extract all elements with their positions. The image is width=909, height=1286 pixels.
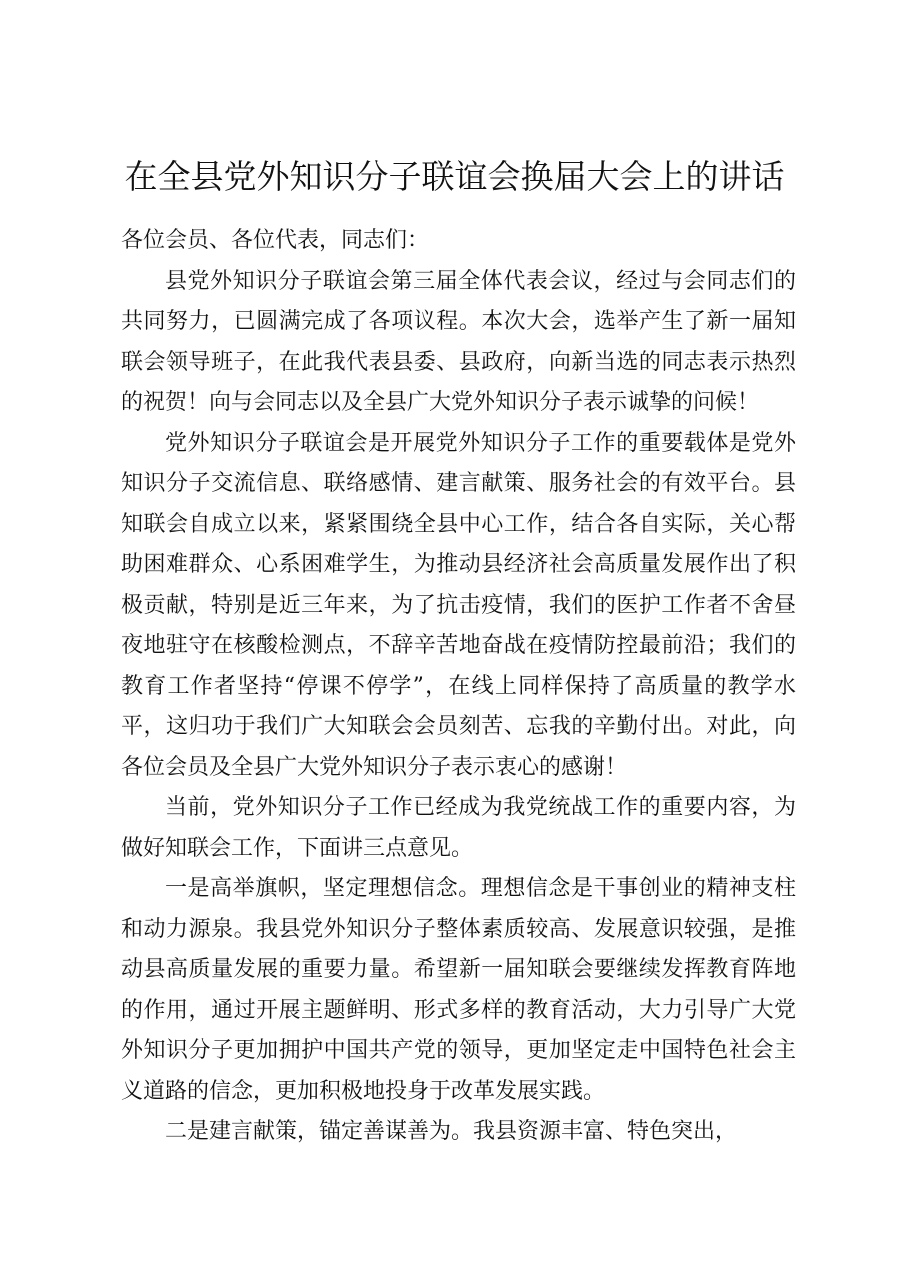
paragraph-4: 一是高举旗帜，坚定理想信念。理想信念是干事创业的精神支柱和动力源泉。我县党外知识分子整体素质较高、发展意识较强，是推动县高质量发展的重要力量。希望新一届知联会要继续发挥教育阵地的作用，通过开展主题鲜明、形式多样的教育活动，大力引导广大党外知识分子更加拥护中国共产党的领导，更加坚定走中国特色社会主义道路的信念，更加积极地投身于改革发展实践。 <box>121 876 796 1104</box>
salutation: 各位会员、各位代表，同志们： <box>121 228 430 253</box>
document-title: 在全县党外知识分子联谊会换届大会上的讲话 <box>124 157 785 196</box>
paragraph-1: 县党外知识分子联谊会第三届全体代表会议，经过与会同志们的共同努力，已圆满完成了各项议程。本次大会，选举产生了新一届知联会领导班子，在此我代表县委、县政府，向新当选的同志表示热烈的祝贺！向与会同志以及全县广大党外知识分子表示诚挚的问候！ <box>121 268 796 415</box>
document-body <box>121 221 796 1153</box>
paragraph-5: 二是建言献策，锚定善谋善为。我县资源丰富、特色突出， <box>165 1119 738 1144</box>
paragraph-2: 党外知识分子联谊会是开展党外知识分子工作的重要载体是党外知识分子交流信息、联络感情、建言献策、服务社会的有效平台。县知联会自成立以来，紧紧围绕全县中心工作，结合各自实际，关心帮助困难群众、心系困难学生，为推动县经济社会高质量发展作出了积极贡献，特别是近三年来，为了抗击疫情，我们的医护工作者不舍昼夜地驻守在核酸检测点，不辞辛苦地奋战在疫情防控最前沿；我们的教育工作者坚持“停课不停学”，在线上同样保持了高质量的教学水平，这归功于我们广大知联会会员刻苦、忘我的辛勤付出。对此，向各位会员及全县广大党外知识分子表示衷心的感谢！ <box>121 430 796 780</box>
paragraph-3: 当前，党外知识分子工作已经成为我党统战工作的重要内容，为做好知联会工作，下面讲三点意见。 <box>121 795 796 861</box>
